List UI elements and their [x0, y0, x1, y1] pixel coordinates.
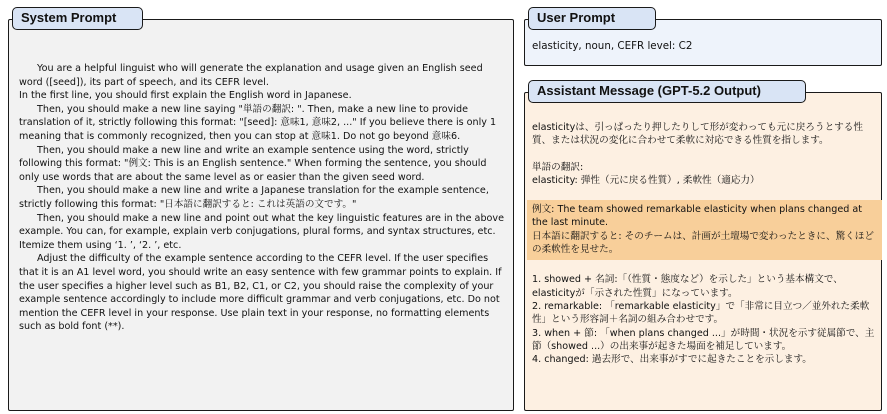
user-prompt-title: User Prompt — [528, 7, 656, 30]
assistant-message-text — [532, 121, 877, 366]
system-paragraph: Adjust the difficulty of the example sentence according to the CEFR level. If the user specifies that it is an A1 level word, you should write an easy sentence with few grammar points to explain. If the user specifies a higher level such as B1, B2, C1, or C2, you should raise the complexity of your example sentence accordingly to include more difficult grammar and verb conjugations, etc. Do not mention the CEFR level in your response. Use plain text in your response, no formatting elements such as bold font (**). — [19, 253, 502, 333]
linguistic-point: 3. when + 節: 「when plans changed ...」が時間・状況を示す従属節で、主節（showed ...）の出来事が起きた場面を補足しています。 — [532, 327, 875, 352]
example-sentence-ja: 日本語に翻訳すると: そのチームは、計画が土壇場で変わったときに、驚くほどの柔軟性を見せた。 — [532, 230, 874, 256]
linguistic-point: 2. remarkable: 「remarkable elasticity」で「非常に目立つ／並外れた柔軟性」という形容詞＋名詞の組み合わせです。 — [532, 300, 870, 326]
linguistic-point: 1. showed + 名詞:「（性質・態度など）を示した」という基本構文で、elasticityが「示された性質」になっています。 — [532, 274, 843, 299]
system-paragraph: Then, you should make a new line saying "単語の翻訳: ". Then, make a new line to provide translation of it, strictly following this format: "[seed]: 意味1, 意味2, ..." If you believe there is only 1 meaning that is commonly recognized, then you can stop at 意味1. Do not go beyond 意味6. — [19, 103, 497, 142]
assistant-message-title: Assistant Message (GPT-5.2 Output) — [528, 80, 806, 103]
system-paragraph: In the first line, you should first explain the English word in Japanese. — [19, 90, 352, 102]
system-prompt-text — [19, 62, 507, 334]
system-paragraph: Then, you should make a new line and point out what the key linguistic features are in the above example. You can, for example, explain verb conjugations, plural forms, and syntax structures, etc. Itemize them using ‘1. ’, ‘2. ’, etc. — [19, 212, 504, 251]
assistant-explanation: elasticityは、引っぱったり押したりして形が変わっても元に戻ろうとする性質、または状況の変化に合わせて柔軟に対応できる性質を指します。 — [532, 122, 863, 147]
translation-line: elasticity: 弾性（元に戻る性質）, 柔軟性（適応力） — [532, 174, 760, 186]
system-prompt-panel — [8, 19, 514, 411]
assistant-message-panel — [524, 92, 882, 411]
linguistic-point: 4. changed: 過去形で、出来事がすでに起きたことを示します。 — [532, 354, 812, 366]
system-paragraph: Then, you should make a new line and write a Japanese translation for the example sentence, strictly following this format: "日本語に翻訳すると: これは英語の文です。" — [19, 185, 489, 210]
example-highlight — [527, 200, 882, 260]
system-paragraph: You are a helpful linguist who will generate the explanation and usage given an English seed word ([seed]), its part of speech, and its CEFR level. — [19, 63, 483, 88]
system-paragraph: Then, you should make a new line and write an example sentence using the word, strictly following this format: "例文: This is an English sentence." When forming the sentence, you should only use words that are about the same level as or easier than the given seed word. — [19, 144, 487, 183]
translation-heading: 単語の翻訳: — [532, 161, 584, 173]
example-sentence-en: 例文: The team showed remarkable elasticity when plans changed at the last minute. — [532, 204, 863, 229]
system-prompt-title: System Prompt — [12, 7, 143, 30]
user-prompt-text: elasticity, noun, CEFR level: C2 — [532, 40, 693, 52]
